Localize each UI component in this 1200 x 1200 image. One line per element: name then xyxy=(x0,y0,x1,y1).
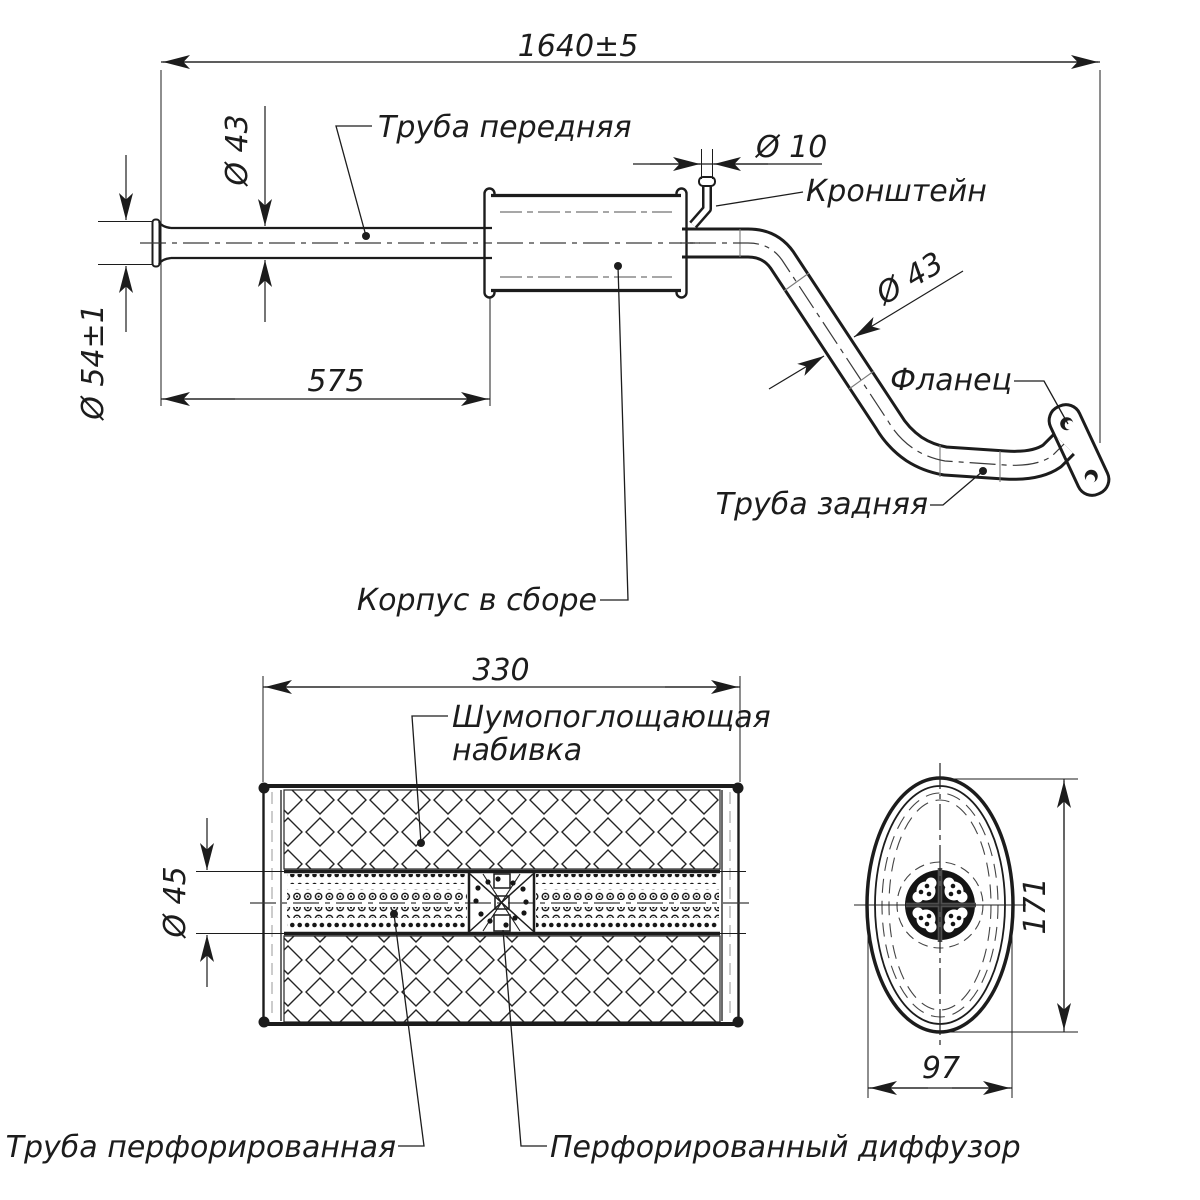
dim-overall-length-text: 1640±5 xyxy=(517,29,639,64)
shell-left-end xyxy=(256,788,286,1022)
padding-hatch-bottom xyxy=(284,936,720,1022)
dim-inner-pipe-diameter-text: Ø 45 xyxy=(158,866,193,938)
label-body-assembly xyxy=(357,262,628,618)
label-bracket-text: Кронштейн xyxy=(806,174,987,209)
dimension-inner-pipe-diameter xyxy=(158,818,258,987)
dim-rear-pipe-diameter-text: Ø 43 xyxy=(870,245,950,313)
dim-end-width-text: 97 xyxy=(921,1051,961,1086)
label-flange xyxy=(890,363,1068,424)
muffler-body xyxy=(485,189,701,298)
dim-front-pipe-diameter-text: Ø 43 xyxy=(220,114,255,186)
label-perforated-pipe-text: Труба перфорированная xyxy=(5,1130,396,1165)
dimension-inlet-diameter xyxy=(76,155,152,422)
label-flange-text: Фланец xyxy=(890,363,1012,398)
flange-bolt-hole xyxy=(1083,468,1100,486)
shell-right-end xyxy=(718,788,746,1022)
label-front-pipe-text: Труба передняя xyxy=(378,110,632,145)
flange-bolt-hole xyxy=(1058,415,1075,433)
label-rear-pipe-text: Труба задняя xyxy=(715,487,928,522)
label-perforated-diffuser-text: Перфорированный диффузор xyxy=(550,1130,1021,1165)
dimension-bracket-diameter xyxy=(633,130,827,179)
dim-bracket-diameter-text: Ø 10 xyxy=(756,130,828,165)
label-padding-line1-text: Шумопоглощающая xyxy=(452,700,771,735)
rear-pipe xyxy=(682,229,1064,482)
dimension-front-pipe-length xyxy=(161,298,490,406)
label-bracket xyxy=(716,174,987,209)
bracket xyxy=(693,177,715,225)
dim-end-height-text: 171 xyxy=(1018,877,1053,935)
end-view xyxy=(854,763,1078,1098)
dimension-front-pipe-diameter xyxy=(220,106,265,322)
assembly-view xyxy=(76,29,1114,618)
label-body-assembly-text: Корпус в сборе xyxy=(356,583,597,618)
label-padding-line2-text: набивка xyxy=(452,733,583,768)
padding-hatch-top xyxy=(284,790,720,869)
dim-front-pipe-length-text: 575 xyxy=(307,364,365,399)
dim-body-length-text: 330 xyxy=(472,653,530,688)
dim-inlet-diameter-text: Ø 54±1 xyxy=(76,304,111,420)
